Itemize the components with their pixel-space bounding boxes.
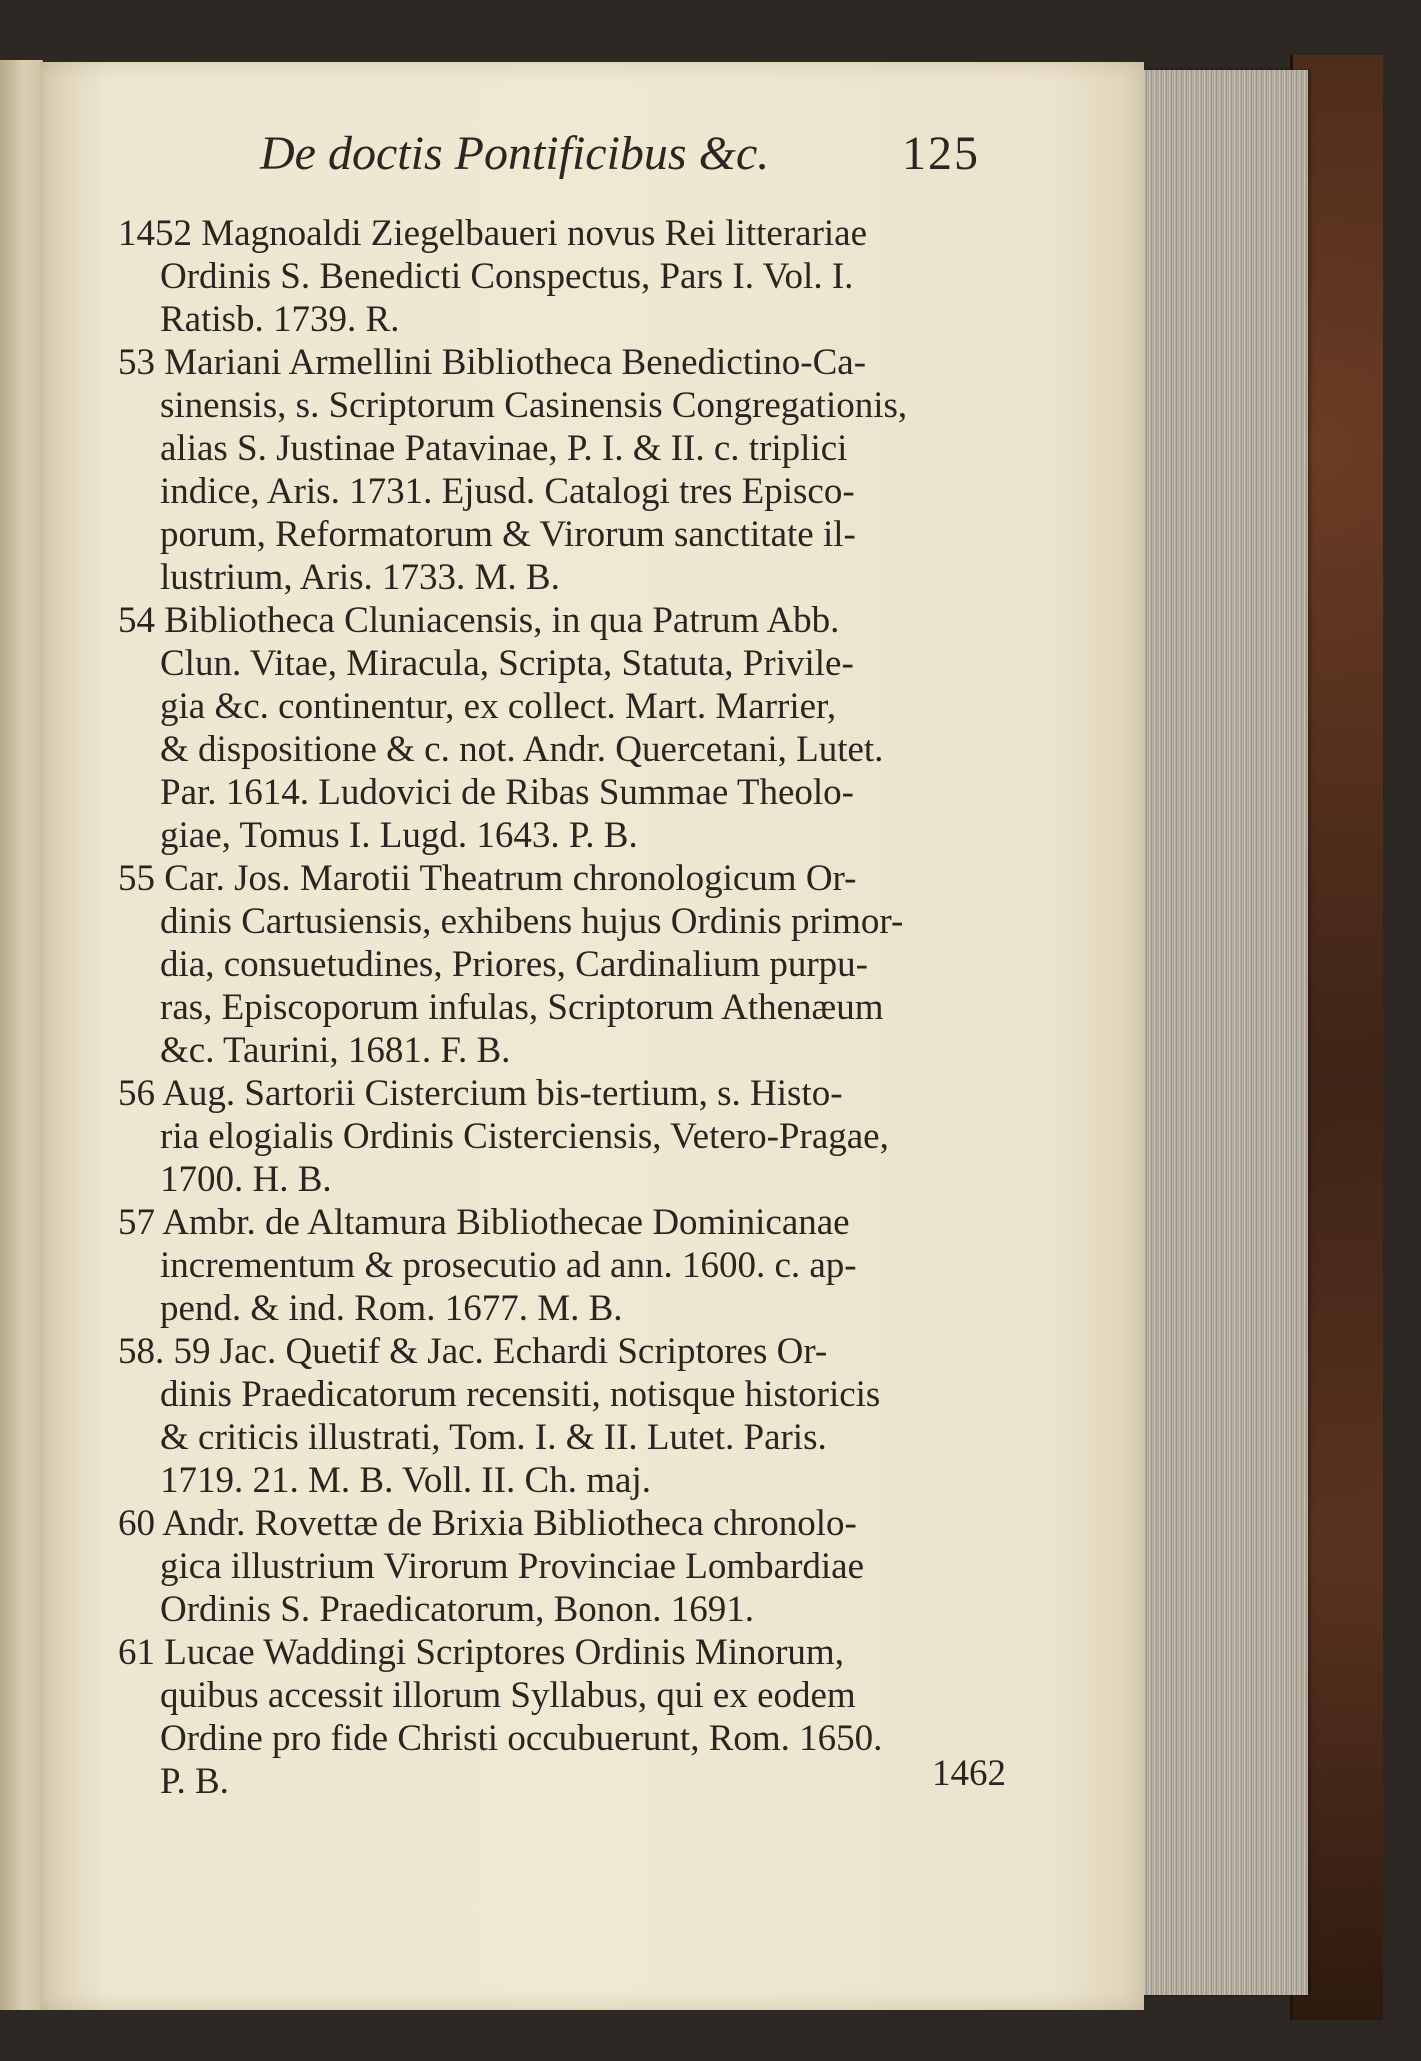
page-stack [1136,70,1308,1995]
entry-line: Ordinis S. Praedicatorum, Bonon. 1691. [160,1589,755,1630]
entry-line: 1719. 21. M. B. Voll. II. Ch. maj. [160,1460,651,1501]
entry-line: P. B. [160,1761,229,1802]
entry-1452 [118,212,1008,341]
entry-60 [118,1502,1008,1631]
entry-line: Ratisb. 1739. R. [160,299,400,340]
entry-line: porum, Reformatorum & Virorum sanctitate il- [160,514,856,555]
catchword: 1462 [932,1753,1006,1794]
bibliography-text [118,212,1008,1803]
entry-line: Clun. Vitae, Miracula, Scripta, Statuta, Privile- [160,643,854,684]
entry-line: Ordinis S. Benedicti Conspectus, Pars I. Vol. I. [160,256,854,297]
entry-line: 60 Andr. Rovettæ de Brixia Bibliotheca chronolo- [118,1503,857,1544]
entry-line: dinis Cartusiensis, exhibens hujus Ordinis primor- [160,901,904,942]
entry-line: alias S. Justinae Patavinae, P. I. & II. c. triplici [160,428,848,469]
entry-line: dinis Praedicatorum recensiti, notisque historicis [160,1374,881,1415]
entry-line: 1452 Magnoaldi Ziegelbaueri novus Rei litterariae [118,213,868,254]
entry-line: dia, consuetudines, Priores, Cardinalium purpu- [160,944,869,985]
entry-line: &c. Taurini, 1681. F. B. [160,1030,511,1071]
entry-53 [118,341,1008,599]
entry-line: ria elogialis Ordinis Cisterciensis, Vetero-Pragae, [160,1116,889,1157]
entry-line: & criticis illustrati, Tom. I. & II. Lutet. Paris. [160,1417,827,1458]
entry-line: & dispositione & c. not. Andr. Quercetani, Lutet. [160,729,884,770]
entry-line: lustrium, Aris. 1733. M. B. [160,557,560,598]
entry-line: giae, Tomus I. Lugd. 1643. P. B. [160,815,638,856]
entry-line: 55 Car. Jos. Marotii Theatrum chronologicum Or- [118,858,857,899]
running-title: De doctis Pontificibus &c. [260,127,770,180]
entry-line: 1700. H. B. [160,1159,332,1200]
entry-line: 61 Lucae Waddingi Scriptores Ordinis Minorum, [118,1632,844,1673]
entry-line: sinensis, s. Scriptorum Casinensis Congregationis, [160,385,908,426]
page-number: 125 [902,127,980,180]
entry-line: 58. 59 Jac. Quetif & Jac. Echardi Scriptores Or- [118,1331,828,1372]
entry-line: Ordine pro fide Christi occubuerunt, Rom. 1650. [160,1718,883,1759]
entry-54 [118,599,1008,857]
entry-58-59 [118,1330,1008,1502]
running-header [260,126,980,186]
entry-line: gica illustrium Virorum Provinciae Lombardiae [160,1546,865,1587]
entry-line: 54 Bibliotheca Cluniacensis, in qua Patrum Abb. [118,600,840,641]
entry-line: indice, Aris. 1731. Ejusd. Catalogi tres Episco- [160,471,855,512]
entry-61 [118,1631,1008,1803]
left-page-edge [0,60,43,2010]
entry-56 [118,1072,1008,1201]
entry-line: gia &c. continentur, ex collect. Mart. Marrier, [160,686,837,727]
entry-line: 57 Ambr. de Altamura Bibliothecae Dominicanae [118,1202,850,1243]
entry-line: 56 Aug. Sartorii Cistercium bis-tertium, s. Histo- [118,1073,843,1114]
entry-55 [118,857,1008,1072]
entry-line: quibus accessit illorum Syllabus, qui ex eodem [160,1675,856,1716]
entry-line: incrementum & prosecutio ad ann. 1600. c. ap- [160,1245,857,1286]
entry-line: 53 Mariani Armellini Bibliotheca Benedictino-Ca- [118,342,867,383]
entry-line: pend. & ind. Rom. 1677. M. B. [160,1288,623,1329]
entry-line: ras, Episcoporum infulas, Scriptorum Athenæum [160,987,884,1028]
entry-line: Par. 1614. Ludovici de Ribas Summae Theolo- [160,772,855,813]
entry-57 [118,1201,1008,1330]
